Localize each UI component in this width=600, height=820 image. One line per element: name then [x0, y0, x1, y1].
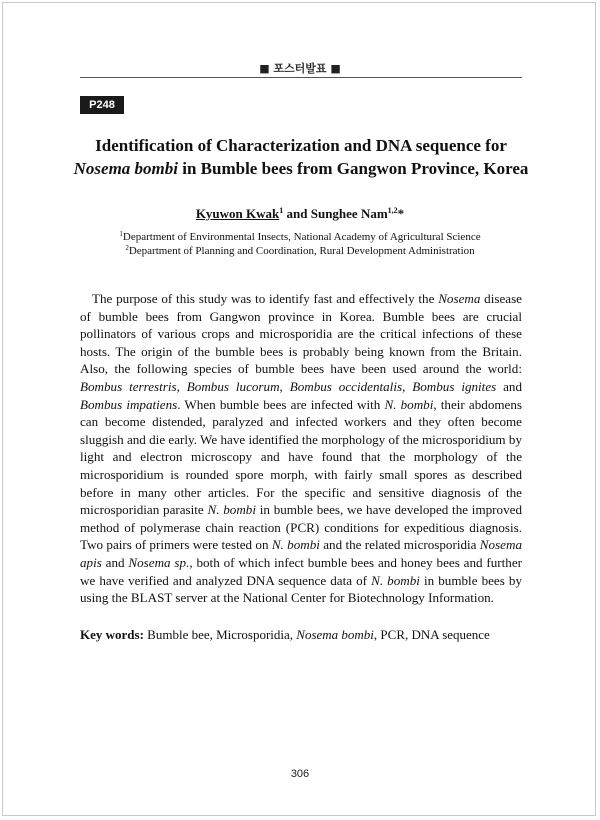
header-rule	[80, 77, 522, 78]
abstract-text-run: in bumble bees by using the BLAST server at the National Center for Biotechnology Information.	[80, 572, 522, 606]
abstract-text-run: disease of bumble bees from Gangwon province in Korea. Bumble bees are crucial pollinators of various crops and microsporidia are the critical infections of these hosts. The origin of the bumble bees is probably being known from the Britain. Also, the following species of bumble bees have been used around the world:	[80, 291, 522, 377]
title-line-1: Identification of Characterization and DNA sequence for	[95, 136, 507, 155]
affiliation-2-mark: 2	[125, 244, 129, 252]
keywords-species: Nosema bombi	[296, 627, 374, 642]
keywords-text-after: , PCR, DNA sequence	[373, 627, 490, 642]
abstract-italic-term: Nosema apis	[80, 537, 522, 570]
affiliation-2	[0, 244, 600, 258]
abstract-italic-term: Bombus lucorum	[186, 378, 280, 394]
abstract-italic-term: Nosema sp.	[128, 554, 190, 570]
title-line-2	[60, 157, 542, 180]
abstract-text-run: ,	[279, 378, 290, 394]
affiliations	[0, 230, 600, 258]
abstract-italic-term: N. bombi	[371, 572, 420, 588]
abstract-body	[80, 290, 522, 607]
paper-title	[60, 134, 542, 180]
keywords-label: Key words:	[80, 627, 144, 642]
abstract-text-run: . When bumble bees are infected with	[177, 396, 385, 412]
abstract-text-run: , both of which infect bumble bees and honey bees and further we have verified and analyzed DNA sequence data of	[80, 554, 523, 588]
abstract-italic-term: Bombus impatiens	[80, 396, 178, 412]
abstract-italic-term: N. bombi	[271, 537, 320, 553]
abstract-italic-term: Nosema	[438, 291, 481, 306]
abstract-text-run: ,	[176, 378, 187, 394]
abstract-text-run: and	[101, 554, 129, 570]
abstract-text-run: The purpose of this study was to identify fast and effectively the	[92, 291, 439, 306]
author-1-name: Kyuwon Kwak	[195, 206, 280, 221]
affiliation-1	[0, 230, 600, 244]
abstract-text-run: ,	[402, 378, 413, 394]
abstract-italic-term: N. bombi	[384, 396, 434, 412]
author-list	[0, 206, 600, 222]
abstract-text-run: , their abdomens can become distended, paralyzed and infected workers and they often become sluggish and die early. We have identified the morphology of the microsporidium by light and electron microscopy and have found that the morphology of the microsporidium is rounded spore morph, with fairly small spores as described before in many other articles. For the specific and sensitive diagnosis of the microsporidian parasite	[80, 396, 523, 518]
abstract-text-run: and	[496, 378, 523, 394]
title-species-name: Nosema bombi	[73, 159, 178, 178]
page-number: 306	[290, 768, 310, 780]
keywords-text-before: Bumble bee, Microsporidia,	[143, 627, 297, 642]
author-joiner: and	[283, 206, 311, 221]
affiliation-2-text: Department of Planning and Coordination, Rural Development Administration	[128, 245, 475, 257]
abstract-text-run: and the related microsporidia	[319, 537, 480, 553]
corresponding-author-mark: *	[397, 206, 405, 221]
abstract-italic-term: N. bombi	[207, 502, 256, 518]
abstract-italic-term: Bombus terrestris	[80, 378, 177, 394]
abstract-italic-term: Bombus occidentalis	[289, 378, 403, 394]
author-1-affil-mark: 1	[279, 206, 284, 215]
author-2-name: Sunghee Nam	[310, 206, 388, 221]
abstract-text-run: in bumble bees, we have developed the improved method of polymerase chain reaction (PCR) conditions for expeditious diagnosis. Two pairs of primers were tested on	[80, 502, 522, 553]
abstract-italic-term: Bombus ignites	[412, 378, 497, 394]
affiliation-1-mark: 1	[119, 230, 123, 238]
title-line-2-rest: in Bumble bees from Gangwon Province, Korea	[177, 159, 529, 178]
keywords-line	[80, 626, 522, 643]
poster-code-badge: P248	[80, 96, 124, 114]
author-2-affil-mark: 1,2	[387, 206, 398, 215]
section-header: ■ 포스터발표 ■	[259, 62, 341, 75]
affiliation-1-text: Department of Environmental Insects, National Academy of Agricultural Science	[122, 231, 481, 243]
